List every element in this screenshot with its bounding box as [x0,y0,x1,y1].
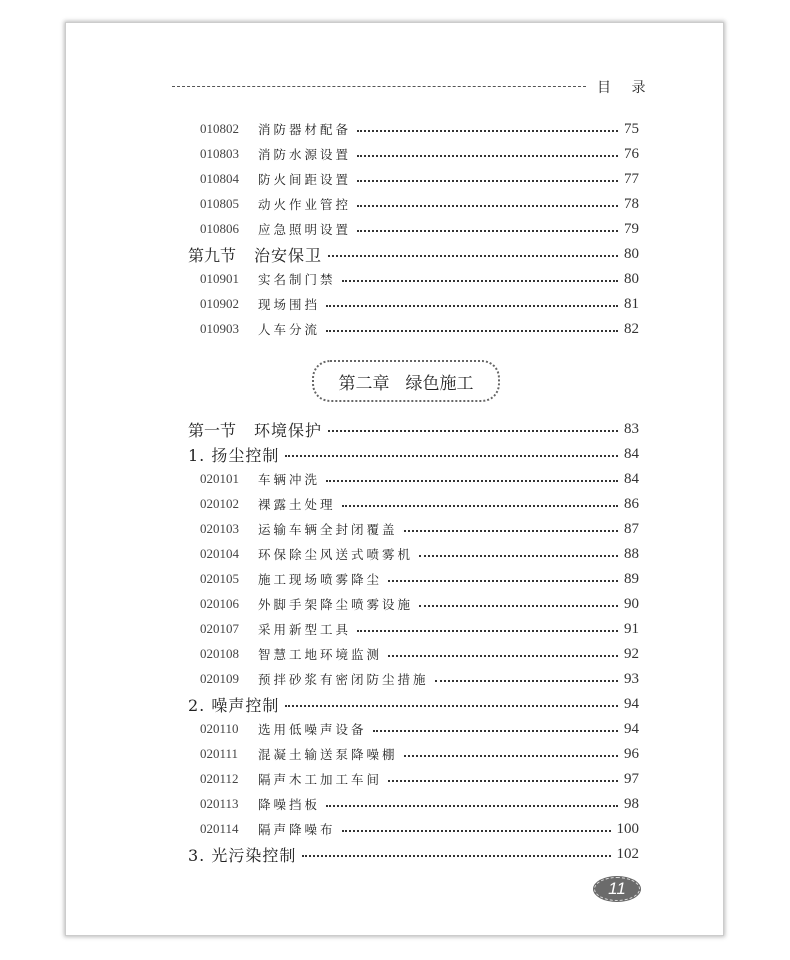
toc-group[interactable] [188,843,639,865]
section-label: 第九节 [188,245,237,265]
entry-page: 81 [624,295,639,312]
group-page: 84 [624,445,639,462]
dot-leader [357,230,618,232]
dot-leader [285,455,618,457]
toc-entry[interactable] [200,493,639,515]
entry-title: 隔声降噪布 [258,822,336,837]
entry-page: 78 [624,195,639,212]
entry-page: 76 [624,145,639,162]
entry-code: 020106 [200,596,239,611]
entry-title: 裸露土处理 [258,497,336,512]
entry-page: 96 [624,745,639,762]
entry-code: 010805 [200,196,239,211]
toc-entry[interactable] [200,293,639,315]
entry-title: 消防器材配备 [258,122,352,137]
entry-page: 82 [624,320,639,337]
entry-title: 动火作业管控 [258,197,352,212]
dot-leader [328,255,618,257]
entry-title: 智慧工地环境监测 [258,647,383,662]
entry-code: 010806 [200,221,239,236]
group-title: 3. 光污染控制 [188,845,297,865]
entry-page: 80 [624,270,639,287]
entry-code: 010901 [200,271,239,286]
entry-code: 010903 [200,321,239,336]
entry-page: 88 [624,545,639,562]
toc-entry[interactable] [200,218,639,240]
entry-code: 020111 [200,746,239,761]
entry-code: 010804 [200,171,239,186]
entry-title: 预拌砂浆有密闭防尘措施 [258,672,429,687]
dot-leader [404,530,618,532]
section-title: 治安保卫 [254,245,323,265]
page-number-badge: 11 [594,877,640,901]
entry-code: 020110 [200,721,239,736]
toc-entry[interactable] [200,718,639,740]
entry-code: 020109 [200,671,239,686]
dot-leader [342,505,618,507]
group-page: 94 [624,695,639,712]
entry-page: 86 [624,495,639,512]
entry-page: 100 [616,820,639,837]
dot-leader [435,680,618,682]
dot-leader [357,155,618,157]
entry-title: 降噪挡板 [258,797,321,812]
entry-title: 防火间距设置 [258,172,352,187]
header-dashed-rule [172,86,586,87]
entry-title: 采用新型工具 [258,622,352,637]
entry-title: 应急照明设置 [258,222,352,237]
toc-entry[interactable] [200,143,639,165]
toc-entry[interactable] [200,768,639,790]
entry-code: 020104 [200,546,239,561]
dot-leader [328,430,618,432]
entry-code: 010902 [200,296,239,311]
entry-page: 79 [624,220,639,237]
entry-page: 77 [624,170,639,187]
dot-leader [302,855,610,857]
entry-page: 98 [624,795,639,812]
toc-entry[interactable] [200,618,639,640]
dot-leader [326,805,618,807]
dot-leader [388,580,618,582]
dot-leader [357,630,618,632]
group-title: 1. 扬尘控制 [188,445,280,465]
toc-entry[interactable] [200,543,639,565]
toc-entry[interactable] [200,743,639,765]
entry-title: 隔声木工加工车间 [258,772,383,787]
dot-leader [342,280,618,282]
dot-leader [357,205,618,207]
chapter-banner [312,360,500,402]
entry-title: 选用低噪声设备 [258,722,367,737]
dot-leader [388,780,618,782]
dot-leader [419,555,618,557]
toc-entry[interactable] [200,518,639,540]
dot-leader [326,480,618,482]
toc-entry[interactable] [200,468,639,490]
entry-page: 93 [624,670,639,687]
toc-entry[interactable] [200,568,639,590]
toc-entry[interactable] [200,668,639,690]
section-page: 83 [624,420,639,437]
toc-section[interactable] [188,243,639,265]
entry-code: 020105 [200,571,239,586]
entry-title: 车辆冲洗 [258,472,321,487]
entry-code: 010803 [200,146,239,161]
entry-page: 97 [624,770,639,787]
entry-title: 现场围挡 [258,297,321,312]
entry-page: 75 [624,120,639,137]
toc-entry[interactable] [200,118,639,140]
entry-page: 84 [624,470,639,487]
dot-leader [357,130,618,132]
section-title: 环境保护 [254,420,323,440]
running-header: 目 录 [597,80,654,96]
entry-page: 89 [624,570,639,587]
entry-code: 020108 [200,646,239,661]
entry-title: 运输车辆全封闭覆盖 [258,522,398,537]
toc-entry[interactable] [200,818,639,840]
toc-entry[interactable] [200,643,639,665]
entry-code: 020114 [200,821,239,836]
entry-code: 020102 [200,496,239,511]
toc-section[interactable] [188,418,639,440]
section-page: 80 [624,245,639,262]
dot-leader [373,730,618,732]
dot-leader [326,305,618,307]
entry-code: 020101 [200,471,239,486]
toc-entry[interactable] [200,318,639,340]
entry-page: 90 [624,595,639,612]
entry-code: 020112 [200,771,239,786]
entry-page: 92 [624,645,639,662]
dot-leader [342,830,611,832]
group-page: 102 [616,845,639,862]
entry-code: 010802 [200,121,239,136]
entry-code: 020107 [200,621,239,636]
toc-entry[interactable] [200,593,639,615]
entry-title: 外脚手架降尘喷雾设施 [258,597,414,612]
toc-group[interactable] [188,443,639,465]
entry-code: 020113 [200,796,239,811]
dot-leader [285,705,618,707]
dot-leader [326,330,618,332]
toc-entry[interactable] [200,193,639,215]
entry-page: 94 [624,720,639,737]
dot-leader [388,655,618,657]
chapter-label: 第二章 [338,373,390,394]
toc-entry[interactable] [200,268,639,290]
dot-leader [357,180,618,182]
entry-title: 实名制门禁 [258,272,336,287]
entry-code: 020103 [200,521,239,536]
entry-page: 91 [624,620,639,637]
chapter-title: 绿色施工 [405,373,474,394]
toc-entry[interactable] [200,168,639,190]
group-title: 2. 噪声控制 [188,695,280,715]
dot-leader [404,755,618,757]
entry-title: 施工现场喷雾降尘 [258,572,383,587]
entry-title: 混凝土输送泵降噪棚 [258,747,398,762]
entry-title: 环保除尘风送式喷雾机 [258,547,414,562]
toc-group[interactable] [188,693,639,715]
section-label: 第一节 [188,420,237,440]
dot-leader [419,605,618,607]
entry-page: 87 [624,520,639,537]
entry-title: 消防水源设置 [258,147,352,162]
entry-title: 人车分流 [258,322,321,337]
toc-entry[interactable] [200,793,639,815]
